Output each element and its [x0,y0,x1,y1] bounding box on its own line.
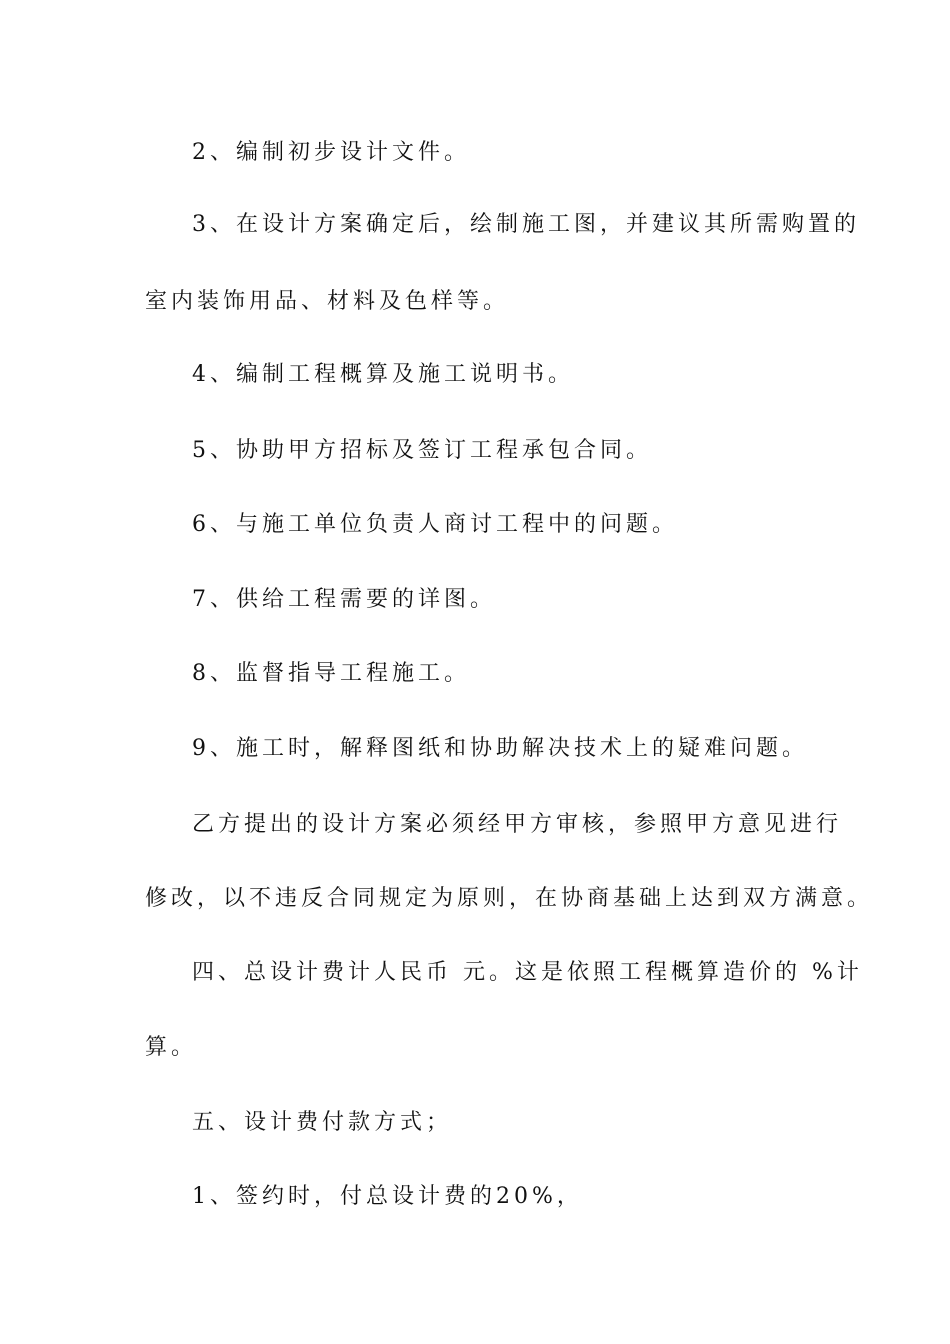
item-3-line-2: 室内装饰用品、材料及色样等。 [145,289,510,314]
item-8-line: 8、监督指导工程施工。 [192,661,470,686]
review-paragraph-line-2: 修改，以不违反合同规定为原则，在协商基础上达到双方满意。 [145,886,874,911]
section-5-heading: 五、设计费付款方式； [192,1110,453,1135]
review-paragraph-line-1: 乙方提出的设计方案必须经甲方审核，参照甲方意见进行 [192,812,843,837]
item-9-line: 9、施工时，解释图纸和协助解决技术上的疑难问题。 [192,736,808,761]
section-4-line-1: 四、总设计费计人民币 元。这是依照工程概算造价的 %计 [192,960,863,985]
item-4-line: 4、编制工程概算及施工说明书。 [192,362,574,387]
section-4-line-2: 算。 [145,1035,198,1060]
item-2-line: 2、编制初步设计文件。 [192,140,470,165]
payment-item-1-line: 1、签约时，付总设计费的20%， [192,1184,583,1209]
item-5-line: 5、协助甲方招标及签订工程承包合同。 [192,438,652,463]
item-6-line: 6、与施工单位负责人商讨工程中的问题。 [192,512,678,537]
item-3-line-1: 3、在设计方案确定后，绘制施工图，并建议其所需购置的 [192,212,860,237]
item-7-line: 7、供给工程需要的详图。 [192,587,496,612]
